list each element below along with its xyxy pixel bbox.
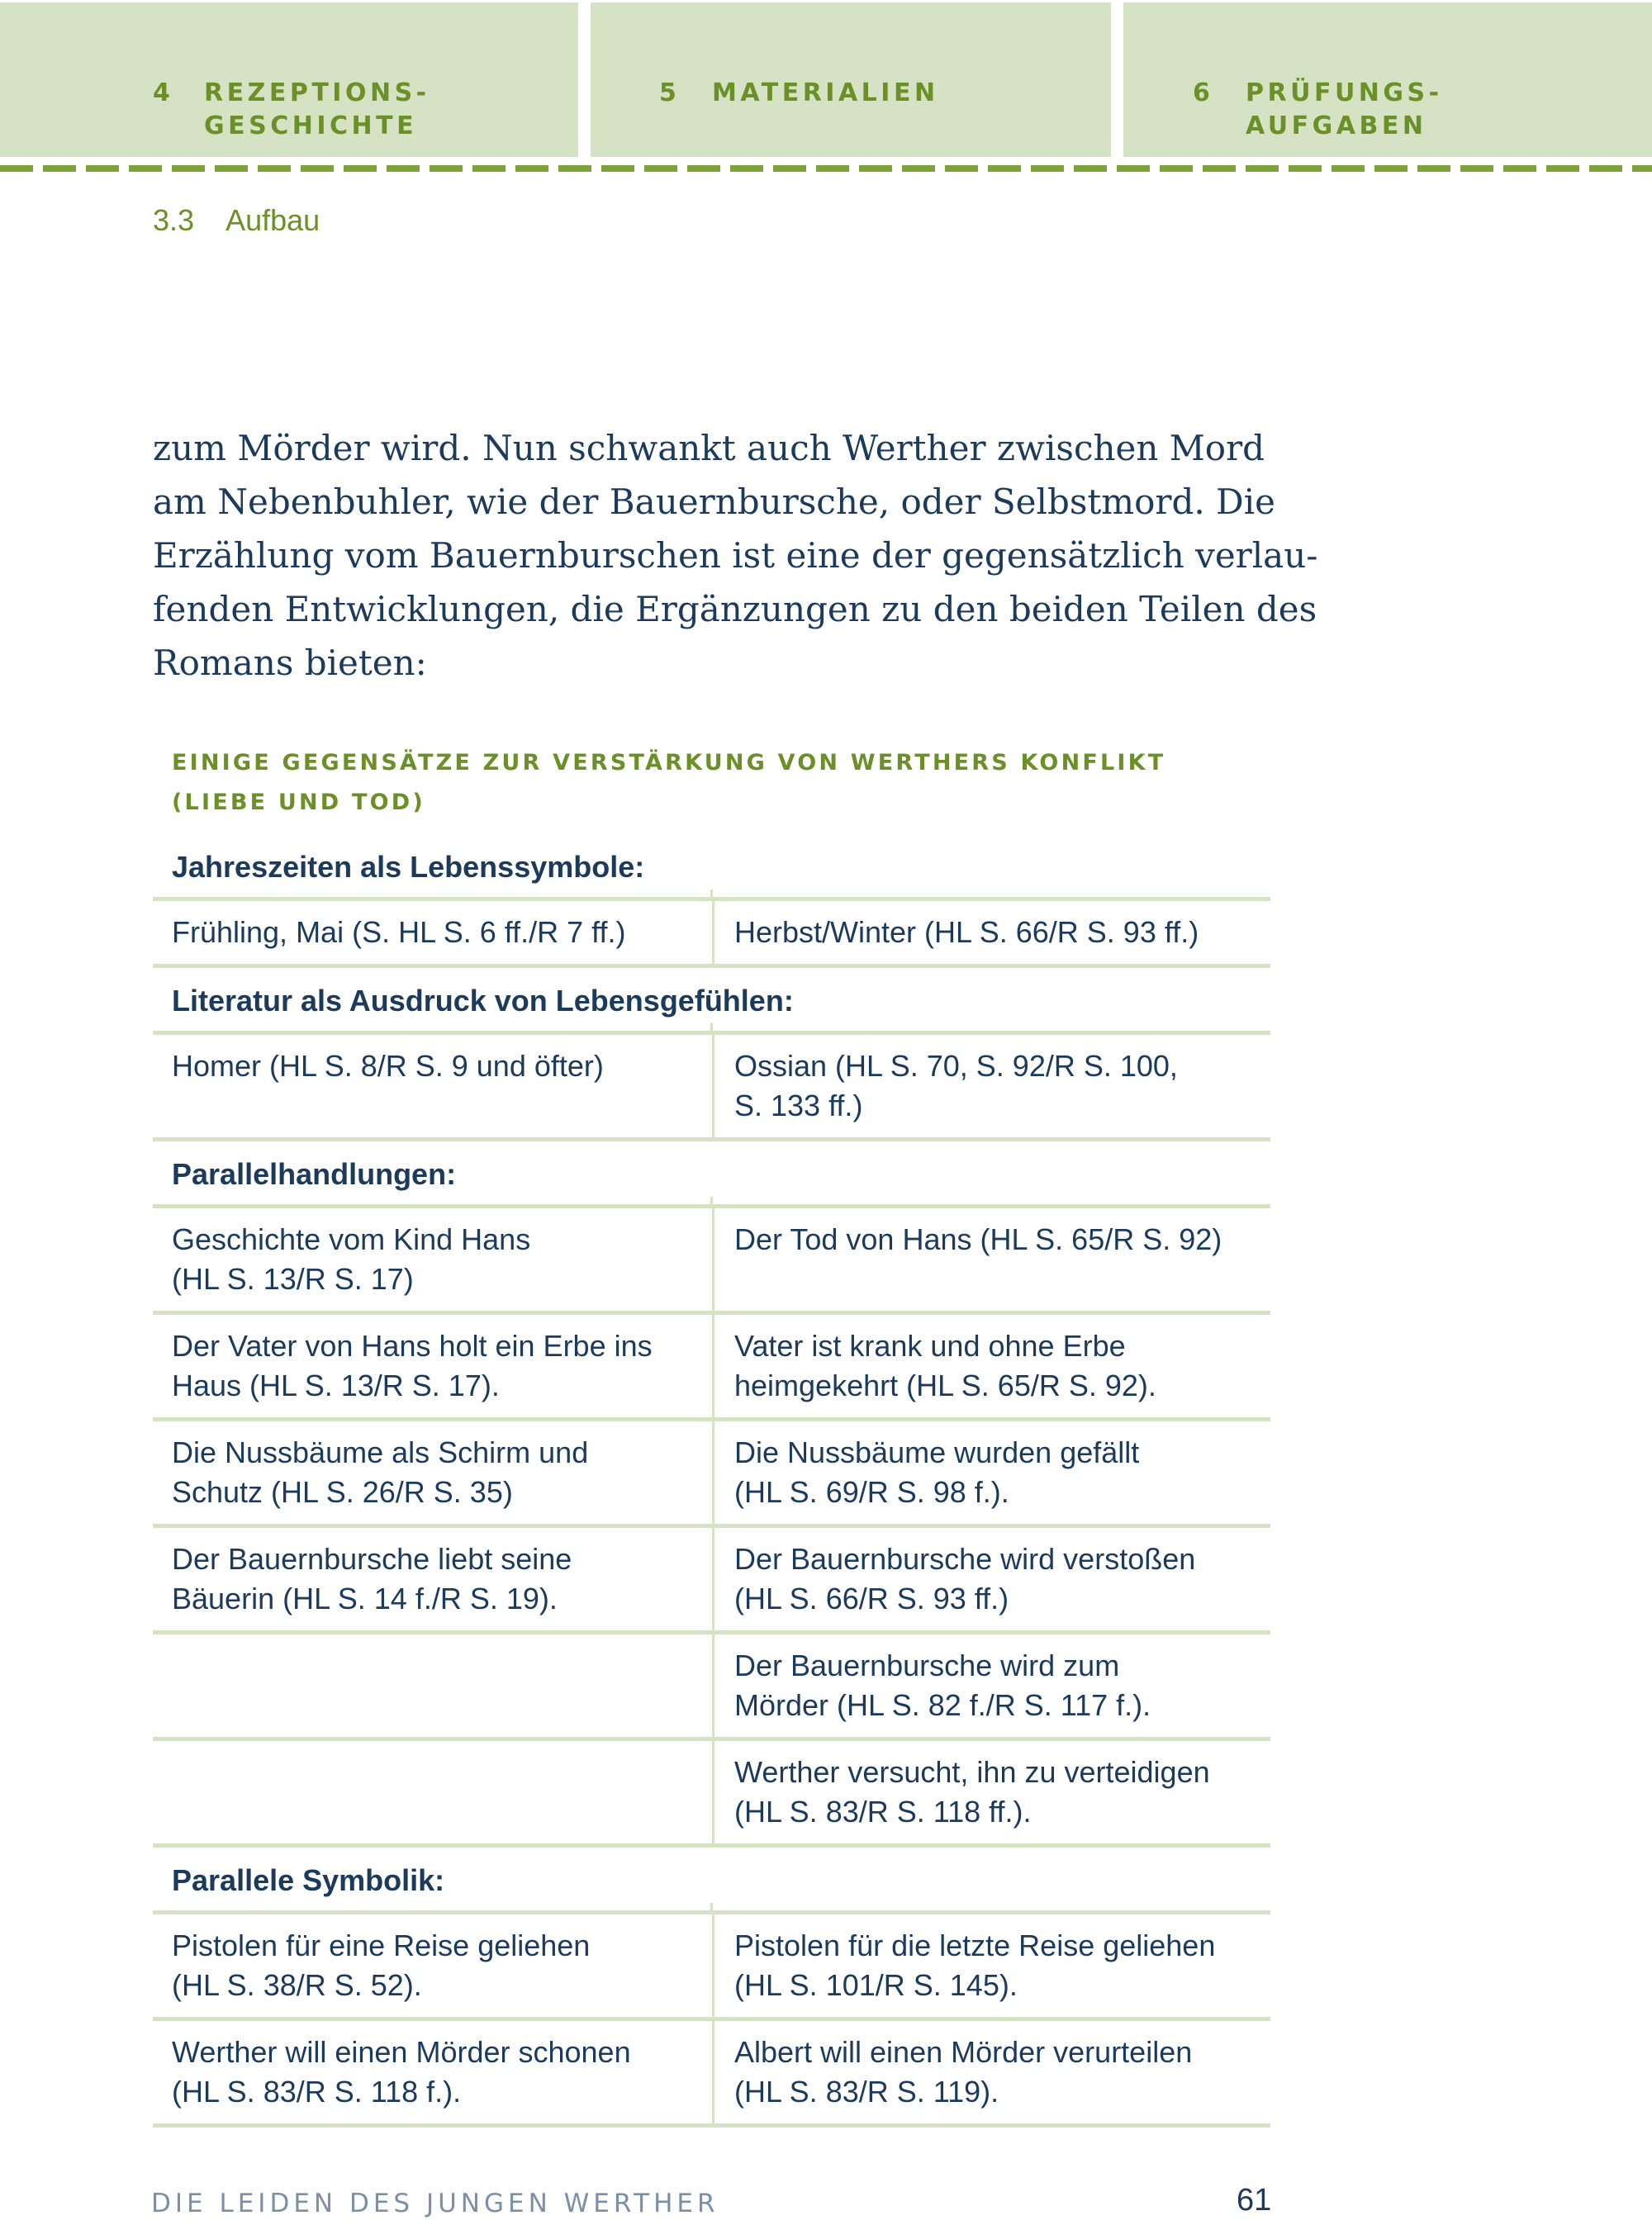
right-cell bbox=[712, 1421, 1270, 1524]
cell-line: Frühling, Mai (S. HL S. 6 ff./R 7 ff.) bbox=[172, 915, 626, 949]
cell-line: Geschichte vom Kind Hans bbox=[172, 1222, 531, 1256]
tab-number: 4 bbox=[153, 78, 174, 107]
page-number: 61 bbox=[1237, 2183, 1272, 2218]
tab-number: 5 bbox=[659, 78, 681, 107]
section-title: Aufbau bbox=[225, 203, 320, 237]
table-row bbox=[153, 1035, 1270, 1141]
nav-tab-materialien[interactable] bbox=[591, 2, 1111, 157]
cell-line: (HL S. 66/R S. 93 ff.) bbox=[734, 1582, 1009, 1615]
cell-line: Ossian (HL S. 70, S. 92/R S. 100, bbox=[734, 1049, 1178, 1083]
category-label: Parallele Symbolik: bbox=[172, 1863, 445, 1897]
table-row bbox=[153, 1421, 1270, 1528]
cell-line: (HL S. 101/R S. 145). bbox=[734, 1968, 1018, 2002]
cell-line: Pistolen für die letzte Reise geliehen bbox=[734, 1928, 1216, 1962]
category-label: Parallelhandlungen: bbox=[172, 1157, 457, 1191]
nav-tab-rezeptionsgeschichte[interactable] bbox=[0, 2, 578, 157]
section-number: 3.3 bbox=[153, 203, 195, 237]
contrast-table bbox=[153, 834, 1270, 2128]
cell-line: S. 133 ff.) bbox=[734, 1089, 863, 1122]
cell-line: Der Bauernbursche wird zum bbox=[734, 1649, 1120, 1682]
cell-line: heimgekehrt (HL S. 65/R S. 92). bbox=[734, 1369, 1156, 1402]
cell-line: (HL S. 83/R S. 118 ff.). bbox=[734, 1795, 1032, 1829]
left-cell bbox=[153, 1035, 712, 1137]
left-cell bbox=[153, 1634, 712, 1737]
cell-line: Homer (HL S. 8/R S. 9 und öfter) bbox=[172, 1049, 604, 1083]
nav-tab-pruefungsaufgaben[interactable] bbox=[1123, 2, 1652, 157]
right-cell bbox=[712, 901, 1270, 964]
cell-line: Werther versucht, ihn zu verteidigen bbox=[734, 1755, 1210, 1789]
left-cell bbox=[153, 2021, 712, 2123]
left-cell bbox=[153, 1741, 712, 1843]
tab-label: MATERIALIEN bbox=[712, 78, 939, 107]
right-cell bbox=[712, 1528, 1270, 1630]
table-category-row bbox=[153, 834, 1270, 901]
right-cell bbox=[712, 1634, 1270, 1737]
cell-line: (HL S. 83/R S. 119). bbox=[734, 2075, 999, 2109]
cell-line: (HL S. 38/R S. 52). bbox=[172, 1968, 422, 2002]
right-cell bbox=[712, 1035, 1270, 1137]
cell-line: Der Vater von Hans holt ein Erbe ins bbox=[172, 1329, 653, 1363]
table-row bbox=[153, 1315, 1270, 1421]
cell-line: Albert will einen Mörder verurteilen bbox=[734, 2035, 1193, 2069]
right-cell bbox=[712, 1741, 1270, 1843]
tab-label: PRÜFUNGS- AUFGABEN bbox=[1246, 78, 1443, 140]
table-category-row bbox=[153, 968, 1270, 1035]
table-row bbox=[153, 901, 1270, 968]
cell-line: Werther will einen Mörder schonen bbox=[172, 2035, 631, 2069]
cell-line: Der Tod von Hans (HL S. 65/R S. 92) bbox=[734, 1222, 1222, 1256]
cell-line: Bäuerin (HL S. 14 f./R S. 19). bbox=[172, 1582, 558, 1615]
left-cell bbox=[153, 1315, 712, 1417]
cell-line: Der Bauernbursche liebt seine bbox=[172, 1542, 572, 1576]
left-cell bbox=[153, 901, 712, 964]
table-category-row bbox=[153, 1848, 1270, 1914]
cell-line: Mörder (HL S. 82 f./R S. 117 f.). bbox=[734, 1688, 1151, 1722]
cell-line: (HL S. 69/R S. 98 f.). bbox=[734, 1475, 1009, 1509]
body-paragraph: zum Mörder wird. Nun schwankt auch Werther zwischen Mord am Nebenbuhler, wie der Bauernbursche, oder Selbstmord. Die Erzählung vom Bauernburschen ist eine der gegensätzlich verlau- fenden Entwicklungen, die Ergänzungen zu den beiden Teilen des Romans bieten: bbox=[153, 428, 1318, 683]
cell-line: Herbst/Winter (HL S. 66/R S. 93 ff.) bbox=[734, 915, 1199, 949]
category-label: Jahreszeiten als Lebenssymbole: bbox=[172, 850, 645, 884]
table-row bbox=[153, 1914, 1270, 2021]
right-cell bbox=[712, 1914, 1270, 2017]
category-label: Literatur als Ausdruck von Lebensgefühlen: bbox=[172, 984, 794, 1018]
tab-label: REZEPTIONS- GESCHICHTE bbox=[204, 78, 430, 140]
header-divider bbox=[0, 165, 1652, 172]
section-label bbox=[153, 203, 320, 238]
table-category-row bbox=[153, 1141, 1270, 1208]
left-cell bbox=[153, 1208, 712, 1311]
footer-book-title: DIE LEIDEN DES JUNGEN WERTHER bbox=[151, 2189, 719, 2218]
cell-line: Vater ist krank und ohne Erbe bbox=[734, 1329, 1126, 1363]
table-row bbox=[153, 1634, 1270, 1741]
cell-line: Haus (HL S. 13/R S. 17). bbox=[172, 1369, 500, 1402]
table-row bbox=[153, 2021, 1270, 2128]
table-row bbox=[153, 1528, 1270, 1634]
left-cell bbox=[153, 1421, 712, 1524]
left-cell bbox=[153, 1528, 712, 1630]
cell-line: Die Nussbäume als Schirm und bbox=[172, 1435, 589, 1469]
left-cell bbox=[153, 1914, 712, 2017]
cell-line: Schutz (HL S. 26/R S. 35) bbox=[172, 1475, 513, 1509]
cell-line: Der Bauernbursche wird verstoßen bbox=[734, 1542, 1196, 1576]
table-row bbox=[153, 1208, 1270, 1315]
right-cell bbox=[712, 2021, 1270, 2123]
cell-line: Die Nussbäume wurden gefällt bbox=[734, 1435, 1140, 1469]
right-cell bbox=[712, 1208, 1270, 1311]
tab-number: 6 bbox=[1193, 78, 1214, 107]
right-cell bbox=[712, 1315, 1270, 1417]
table-heading: EINIGE GEGENSÄTZE ZUR VERSTÄRKUNG VON WERTHERS KONFLIKT (LIEBE UND TOD) bbox=[172, 750, 1166, 815]
cell-line: (HL S. 83/R S. 118 f.). bbox=[172, 2075, 462, 2109]
cell-line: (HL S. 13/R S. 17) bbox=[172, 1262, 414, 1296]
table-row bbox=[153, 1741, 1270, 1848]
cell-line: Pistolen für eine Reise geliehen bbox=[172, 1928, 591, 1962]
